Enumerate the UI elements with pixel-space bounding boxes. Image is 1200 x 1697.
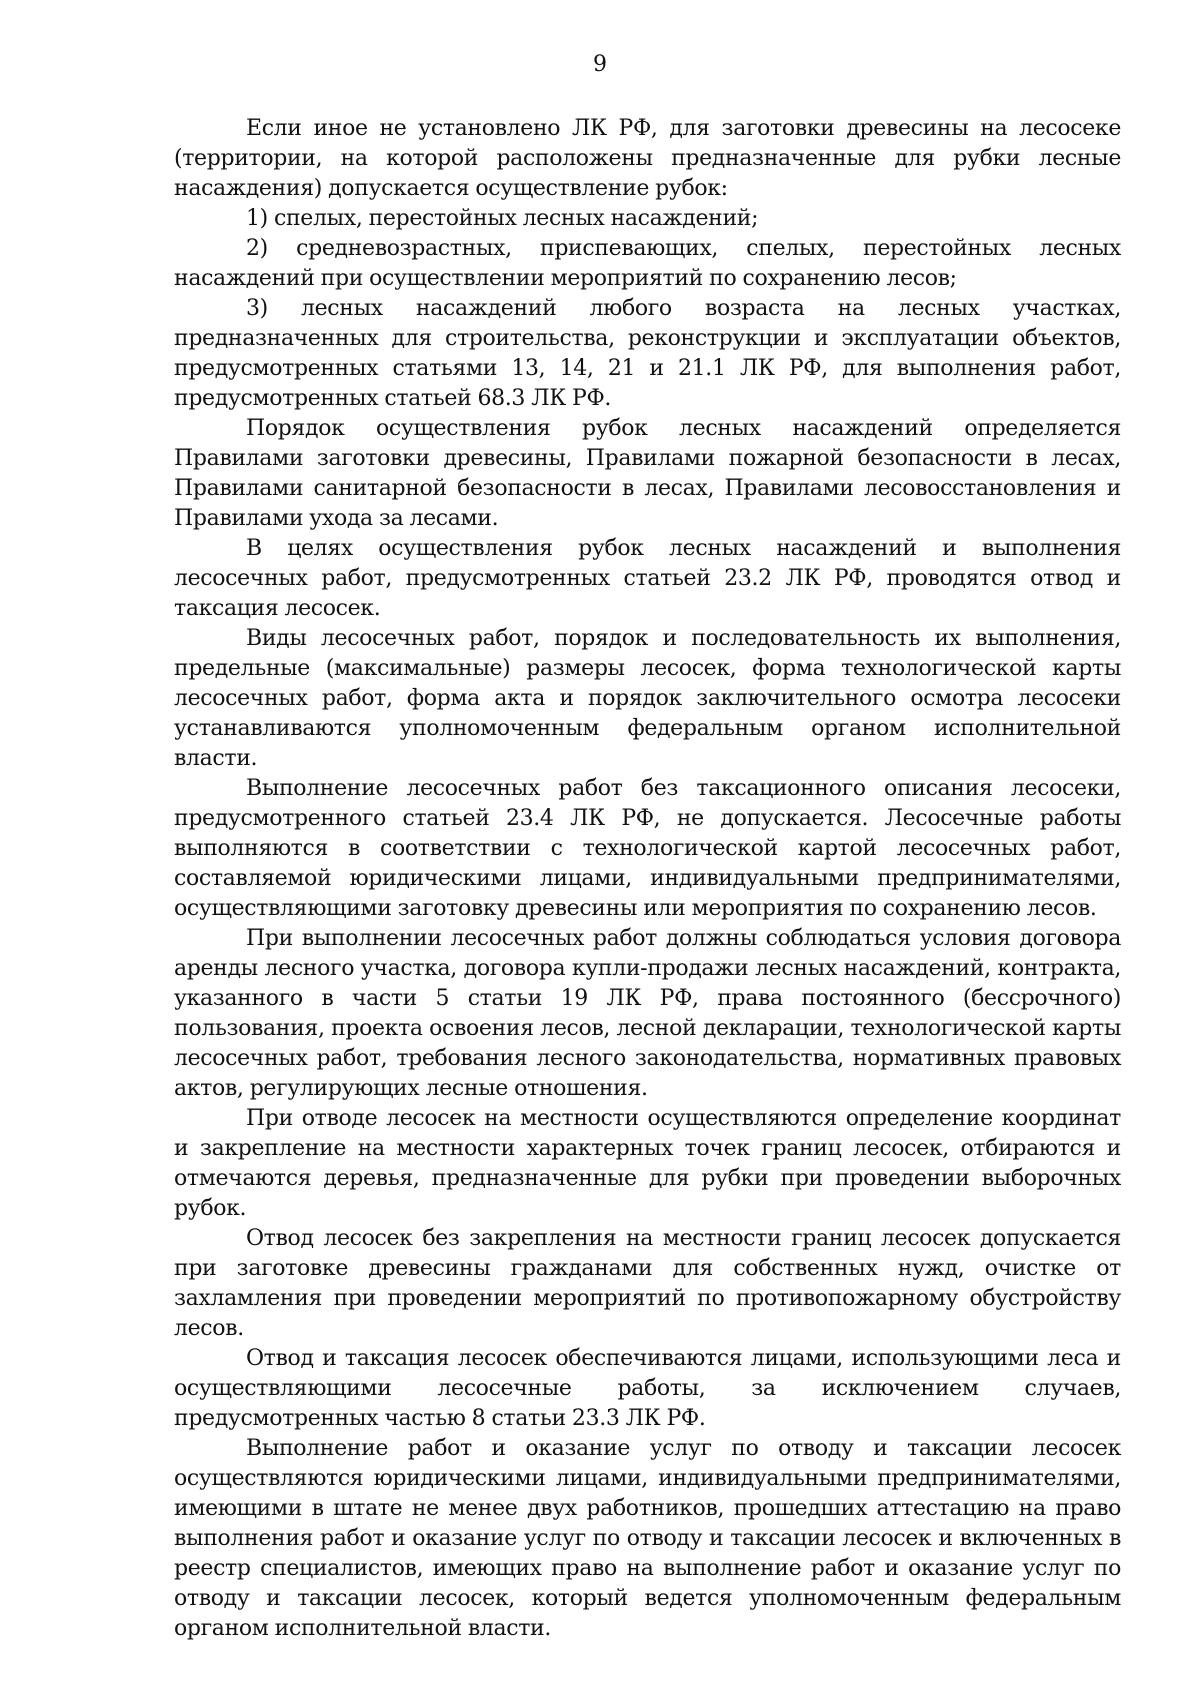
- paragraph: Порядок осуществления рубок лесных насаждений определяется Правилами заготовки древесины, Правилами пожарной безопасности в лесах, Правилами санитарной безопасности в лесах, Правилами лесовосстановления и Правилами ухода за лесами.: [174, 416, 1121, 531]
- paragraph: Отвод и таксация лесосек обеспечиваются лицами, использующими леса и осуществляющими лесосечные работы, за исключением случаев, предусмотренных частью 8 статьи 23.3 ЛК РФ.: [174, 1346, 1121, 1431]
- paragraph: Выполнение работ и оказание услуг по отводу и таксации лесосек осуществляются юридическими лицами, индивидуальными предпринимателями, имеющими в штате не менее двух работников, прошедших аттестацию на право выполнения работ и оказание услуг по отводу и таксации лесосек и включенных в реестр специалистов, имеющих право на выполнение работ и оказание услуг по отводу и таксации лесосек, который ведется уполномоченным федеральным органом исполнительной власти.: [174, 1436, 1121, 1641]
- paragraph: В целях осуществления рубок лесных насаждений и выполнения лесосечных работ, предусмотренных статьей 23.2 ЛК РФ, проводятся отвод и таксация лесосек.: [174, 536, 1121, 621]
- list-item: 2) средневозрастных, приспевающих, спелых, перестойных лесных насаждений при осуществлении мероприятий по сохранению лесов;: [174, 236, 1121, 291]
- paragraph: Выполнение лесосечных работ без таксационного описания лесосеки, предусмотренного статьей 23.4 ЛК РФ, не допускается. Лесосечные работы выполняются в соответствии с технологической картой лесосечных работ, составляемой юридическими лицами, индивидуальными предпринимателями, осуществляющими заготовку древесины или мероприятия по сохранению лесов.: [174, 776, 1121, 921]
- paragraph: При отводе лесосек на местности осуществляются определение координат и закрепление на местности характерных точек границ лесосек, отбираются и отмечаются деревья, предназначенные для рубки при проведении выборочных рубок.: [174, 1106, 1121, 1221]
- list-item: 3) лесных насаждений любого возраста на лесных участках, предназначенных для строительства, реконструкции и эксплуатации объектов, предусмотренных статьями 13, 14, 21 и 21.1 ЛК РФ, для выполнения работ, предусмотренных статьей 68.3 ЛК РФ.: [174, 296, 1121, 411]
- paragraph: При выполнении лесосечных работ должны соблюдаться условия договора аренды лесного участка, договора купли-продажи лесных насаждений, контракта, указанного в части 5 статьи 19 ЛК РФ, права постоянного (бессрочного) пользования, проекта освоения лесов, лесной декларации, технологической карты лесосечных работ, требования лесного законодательства, нормативных правовых актов, регулирующих лесные отношения.: [174, 926, 1121, 1101]
- paragraph: Отвод лесосек без закрепления на местности границ лесосек допускается при заготовке древесины гражданами для собственных нужд, очистке от захламления при проведении мероприятий по противопожарному обустройству лесов.: [174, 1226, 1121, 1341]
- page-number: 9: [593, 52, 607, 77]
- document-body: [174, 114, 1121, 1644]
- paragraph: Виды лесосечных работ, порядок и последовательность их выполнения, предельные (максимальные) размеры лесосек, форма технологической карты лесосечных работ, форма акта и порядок заключительного осмотра лесосеки устанавливаются уполномоченным федеральным органом исполнительной власти.: [174, 626, 1121, 771]
- paragraph: Если иное не установлено ЛК РФ, для заготовки древесины на лесосеке (территории, на которой расположены предназначенные для рубки лесные насаждения) допускается осуществление рубок:: [174, 116, 1121, 201]
- list-item: 1) спелых, перестойных лесных насаждений;: [246, 206, 759, 231]
